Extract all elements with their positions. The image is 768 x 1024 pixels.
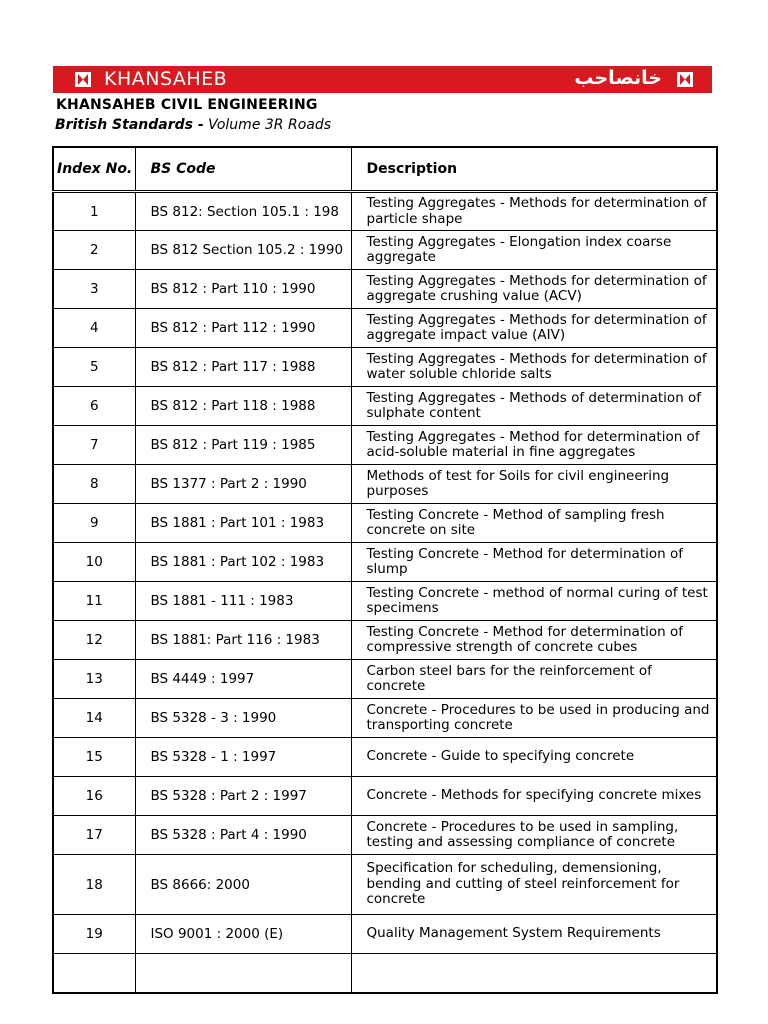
row-index: 5: [53, 348, 135, 387]
row-description: [351, 954, 717, 993]
row-code: BS 1881 - 111 : 1983: [135, 582, 351, 621]
table-row: [53, 738, 717, 777]
row-index: 15: [53, 738, 135, 777]
table-row: [53, 543, 717, 582]
brand-name-arabic: خانصاحب: [574, 67, 662, 89]
row-index: 8: [53, 465, 135, 504]
row-code: BS 1881 : Part 102 : 1983: [135, 543, 351, 582]
table-row: [53, 309, 717, 348]
row-code: BS 1881 : Part 101 : 1983: [135, 504, 351, 543]
row-description: Testing Aggregates - Methods for determination of aggregate impact value (AIV): [351, 309, 717, 348]
row-code: BS 1881: Part 116 : 1983: [135, 621, 351, 660]
row-description: Testing Concrete - Method for determination of compressive strength of concrete cubes: [351, 621, 717, 660]
row-code: BS 812 Section 105.2 : 1990: [135, 231, 351, 270]
row-code: [135, 954, 351, 993]
table-row: [53, 660, 717, 699]
row-index: 19: [53, 915, 135, 954]
row-description: Concrete - Guide to specifying concrete: [351, 738, 717, 777]
row-description: Testing Aggregates - Elongation index coarse aggregate: [351, 231, 717, 270]
table-row: [53, 855, 717, 915]
table-row: [53, 699, 717, 738]
table-row: [53, 915, 717, 954]
row-code: ISO 9001 : 2000 (E): [135, 915, 351, 954]
row-index: 10: [53, 543, 135, 582]
row-code: BS 812 : Part 110 : 1990: [135, 270, 351, 309]
standards-index-table: [52, 146, 718, 994]
row-description: Quality Management System Requirements: [351, 915, 717, 954]
row-index: [53, 954, 135, 993]
row-description: Testing Aggregates - Methods for determination of aggregate crushing value (ACV): [351, 270, 717, 309]
row-description: Carbon steel bars for the reinforcement of concrete: [351, 660, 717, 699]
column-header-index: Index No.: [53, 147, 135, 192]
row-index: 11: [53, 582, 135, 621]
row-description: Testing Aggregates - Methods of determination of sulphate content: [351, 387, 717, 426]
row-code: BS 812 : Part 119 : 1985: [135, 426, 351, 465]
row-code: BS 8666: 2000: [135, 855, 351, 915]
table-row: [53, 504, 717, 543]
row-code: BS 5328 - 3 : 1990: [135, 699, 351, 738]
row-index: 9: [53, 504, 135, 543]
table-row: [53, 270, 717, 309]
table-row: [53, 816, 717, 855]
khansaheb-logo-icon: [677, 72, 693, 87]
row-index: 7: [53, 426, 135, 465]
document-subtitle: [55, 117, 331, 133]
row-description: Concrete - Methods for specifying concrete mixes: [351, 777, 717, 816]
row-code: BS 812 : Part 118 : 1988: [135, 387, 351, 426]
company-name: KHANSAHEB CIVIL ENGINEERING: [56, 97, 318, 113]
row-code: BS 4449 : 1997: [135, 660, 351, 699]
subtitle-standards: British Standards -: [55, 117, 204, 133]
khansaheb-logo-icon: [75, 72, 91, 87]
brand-name-english: KHANSAHEB: [104, 68, 228, 90]
row-description: Testing Concrete - method of normal curing of test specimens: [351, 582, 717, 621]
row-description: Specification for scheduling, demensioning, bending and cutting of steel reinforcement for concrete: [351, 855, 717, 915]
row-index: 3: [53, 270, 135, 309]
table-header-row: [53, 147, 717, 192]
table-row: [53, 621, 717, 660]
row-description: Methods of test for Soils for civil engineering purposes: [351, 465, 717, 504]
row-index: 4: [53, 309, 135, 348]
row-description: Testing Concrete - Method for determination of slump: [351, 543, 717, 582]
table-row: [53, 231, 717, 270]
row-code: BS 812: Section 105.1 : 198: [135, 192, 351, 231]
table-row: [53, 582, 717, 621]
row-index: 18: [53, 855, 135, 915]
row-description: Testing Concrete - Method of sampling fresh concrete on site: [351, 504, 717, 543]
row-index: 12: [53, 621, 135, 660]
row-code: BS 812 : Part 117 : 1988: [135, 348, 351, 387]
row-code: BS 5328 - 1 : 1997: [135, 738, 351, 777]
column-header-description: Description: [351, 147, 717, 192]
row-description: Testing Aggregates - Methods for determination of particle shape: [351, 192, 717, 231]
table-row: [53, 426, 717, 465]
row-index: 17: [53, 816, 135, 855]
row-code: BS 1377 : Part 2 : 1990: [135, 465, 351, 504]
row-description: Concrete - Procedures to be used in producing and transporting concrete: [351, 699, 717, 738]
table-row: [53, 192, 717, 231]
row-code: BS 5328 : Part 2 : 1997: [135, 777, 351, 816]
row-description: Concrete - Procedures to be used in sampling, testing and assessing compliance of concrete: [351, 816, 717, 855]
table-row: [53, 777, 717, 816]
row-code: BS 5328 : Part 4 : 1990: [135, 816, 351, 855]
row-index: 16: [53, 777, 135, 816]
table-row: [53, 348, 717, 387]
table-row: [53, 954, 717, 993]
row-index: 2: [53, 231, 135, 270]
brand-banner: [53, 66, 712, 93]
subtitle-volume: Volume 3R Roads: [208, 117, 332, 133]
row-description: Testing Aggregates - Methods for determination of water soluble chloride salts: [351, 348, 717, 387]
table-row: [53, 387, 717, 426]
table-row: [53, 465, 717, 504]
row-index: 1: [53, 192, 135, 231]
row-index: 6: [53, 387, 135, 426]
row-index: 14: [53, 699, 135, 738]
row-index: 13: [53, 660, 135, 699]
row-code: BS 812 : Part 112 : 1990: [135, 309, 351, 348]
row-description: Testing Aggregates - Method for determination of acid-soluble material in fine aggregates: [351, 426, 717, 465]
table-body: [53, 192, 717, 993]
column-header-code: BS Code: [135, 147, 351, 192]
